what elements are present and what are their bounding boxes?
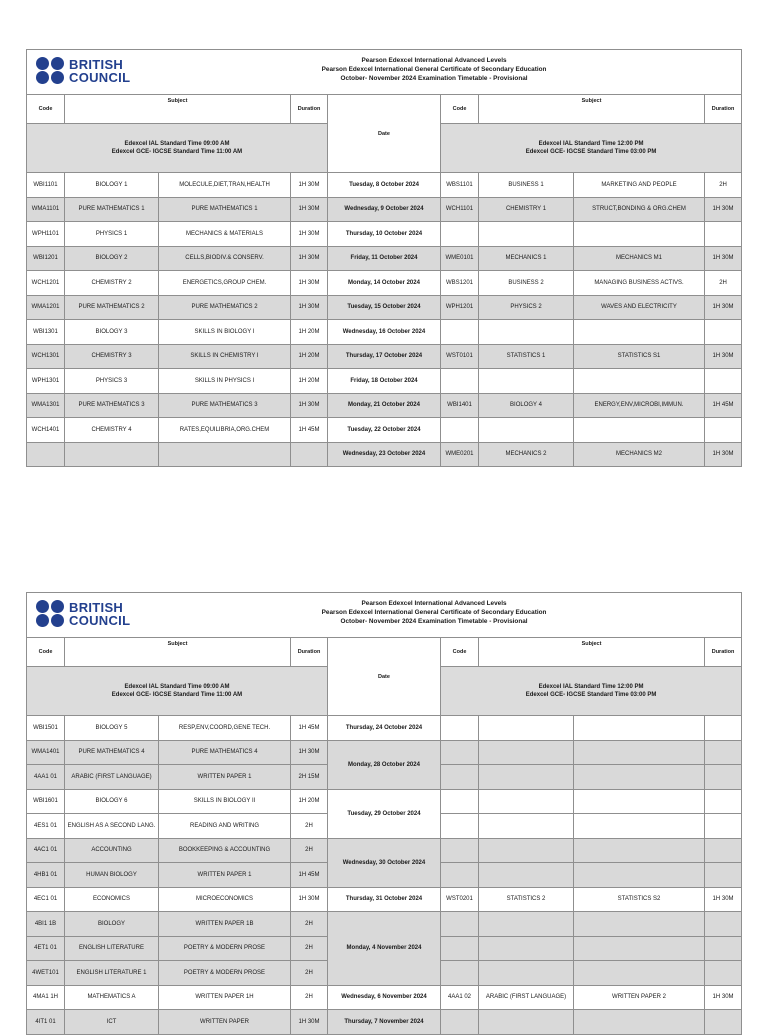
am-subject: BIOLOGY 5 [65, 716, 159, 741]
table-row [27, 344, 742, 369]
am-duration: 1H 45M [291, 716, 328, 741]
col-header-duration-am: Duration [291, 638, 328, 667]
pm-duration: 1H 45M [705, 393, 742, 418]
pm-code: WCH1101 [441, 197, 479, 222]
am-subject: BIOLOGY [65, 912, 159, 937]
pm-duration: 1H 30M [705, 887, 742, 912]
pm-subject [479, 418, 574, 443]
am-subject: ENGLISH LITERATURE [65, 936, 159, 961]
pm-code: 4AA1 02 [441, 985, 479, 1010]
exam-date: Monday, 14 October 2024 [328, 271, 441, 296]
am-subject: BIOLOGY 6 [65, 789, 159, 814]
sheet-header [27, 50, 742, 95]
exam-date: Monday, 21 October 2024 [328, 393, 441, 418]
col-header-code-am: Code [27, 95, 65, 124]
am-code: WBI1101 [27, 173, 65, 198]
timetable-sheet-2 [26, 592, 741, 1035]
am-paper: BOOKKEEPING & ACCOUNTING [159, 838, 291, 863]
pm-subject [479, 222, 574, 247]
timetable-table-2 [26, 592, 742, 1035]
am-duration: 1H 30M [291, 1010, 328, 1035]
am-code: 4EC1 01 [27, 887, 65, 912]
am-paper: RATES,EQUILIBRIA,ORG.CHEM [159, 418, 291, 443]
am-subject: CHEMISTRY 2 [65, 271, 159, 296]
logo-line-2: COUNCIL [69, 613, 131, 628]
am-duration: 1H 30M [291, 246, 328, 271]
am-duration: 1H 30M [291, 222, 328, 247]
am-paper: READING AND WRITING [159, 814, 291, 839]
am-paper: WRITTEN PAPER 1 [159, 863, 291, 888]
logo-dots-icon [36, 600, 66, 628]
table-row [27, 442, 742, 467]
am-duration: 2H [291, 814, 328, 839]
pm-code: WPH1201 [441, 295, 479, 320]
am-paper: ENERGETICS,GROUP CHEM. [159, 271, 291, 296]
am-duration: 2H [291, 936, 328, 961]
exam-date: Tuesday, 15 October 2024 [328, 295, 441, 320]
logo-line-2: COUNCIL [69, 70, 131, 85]
exam-date: Thursday, 7 November 2024 [328, 1010, 441, 1035]
pm-code: WBI1401 [441, 393, 479, 418]
pm-code: WME0101 [441, 246, 479, 271]
afternoon-standard-time: Edexcel IAL Standard Time 12:00 PM Edexcel GCE- IGCSE Standard Time 03:00 PM [441, 667, 742, 716]
pm-subject: MECHANICS 1 [479, 246, 574, 271]
col-header-code-am: Code [27, 638, 65, 667]
british-council-logo [36, 600, 146, 628]
am-paper: RESP,ENV,COORD,GENE TECH. [159, 716, 291, 741]
col-header-subject-am: Subject [65, 95, 291, 124]
exam-date: Thursday, 17 October 2024 [328, 344, 441, 369]
am-paper: MOLECULE,DIET,TRAN,HEALTH [159, 173, 291, 198]
exam-date: Wednesday, 30 October 2024 [328, 838, 441, 887]
am-code: 4ES1 01 [27, 814, 65, 839]
am-code: WPH1301 [27, 369, 65, 394]
col-header-duration-am: Duration [291, 95, 328, 124]
am-subject: ICT [65, 1010, 159, 1035]
pm-paper: ENERGY,ENV,MICROBI,IMMUN. [574, 393, 705, 418]
am-subject: ECONOMICS [65, 887, 159, 912]
am-paper: PURE MATHEMATICS 4 [159, 740, 291, 765]
exam-date: Wednesday, 6 November 2024 [328, 985, 441, 1010]
am-subject: PURE MATHEMATICS 2 [65, 295, 159, 320]
am-code: 4HB1 01 [27, 863, 65, 888]
exam-date: Friday, 18 October 2024 [328, 369, 441, 394]
am-duration: 1H 30M [291, 393, 328, 418]
pm-paper: MECHANICS M2 [574, 442, 705, 467]
am-subject: BIOLOGY 3 [65, 320, 159, 345]
exam-date: Wednesday, 9 October 2024 [328, 197, 441, 222]
am-paper: SKILLS IN BIOLOGY II [159, 789, 291, 814]
pm-paper: WAVES AND ELECTRICITY [574, 295, 705, 320]
am-duration: 1H 30M [291, 740, 328, 765]
pm-paper: MARKETING AND PEOPLE [574, 173, 705, 198]
pm-duration [705, 222, 742, 247]
am-subject: ARABIC (FIRST LANGUAGE) [65, 765, 159, 790]
morning-standard-time: Edexcel IAL Standard Time 09:00 AM Edexcel GCE- IGCSE Standard Time 11:00 AM [27, 124, 328, 173]
pm-duration: 1H 30M [705, 985, 742, 1010]
logo-line-1: BRITISH [69, 57, 124, 72]
title-line-3: October- November 2024 Examination Timetable - Provisional [340, 75, 528, 82]
am-subject: PHYSICS 1 [65, 222, 159, 247]
pm-paper: STATISTICS S2 [574, 887, 705, 912]
am-code: WMA1401 [27, 740, 65, 765]
british-council-logo [36, 57, 146, 85]
am-duration: 1H 30M [291, 271, 328, 296]
table-row [27, 418, 742, 443]
exam-date: Wednesday, 16 October 2024 [328, 320, 441, 345]
col-header-code-pm: Code [441, 638, 479, 667]
exam-date: Wednesday, 23 October 2024 [328, 442, 441, 467]
exam-date: Tuesday, 29 October 2024 [328, 789, 441, 838]
am-code: WMA1201 [27, 295, 65, 320]
pm-code [441, 418, 479, 443]
am-paper: WRITTEN PAPER 1 [159, 765, 291, 790]
pm-subject: CHEMISTRY 1 [479, 197, 574, 222]
am-duration: 2H [291, 838, 328, 863]
exam-date: Thursday, 24 October 2024 [328, 716, 441, 741]
pm-subject [479, 320, 574, 345]
am-duration: 1H 30M [291, 197, 328, 222]
pm-duration: 1H 30M [705, 246, 742, 271]
pm-duration: 1H 30M [705, 344, 742, 369]
am-code: WCH1201 [27, 271, 65, 296]
pm-paper: WRITTEN PAPER 2 [574, 985, 705, 1010]
am-paper: POETRY & MODERN PROSE [159, 936, 291, 961]
title-line-2: Pearson Edexcel International General Certificate of Secondary Education [321, 66, 547, 73]
col-header-duration-pm: Duration [705, 95, 742, 124]
am-paper: SKILLS IN PHYSICS I [159, 369, 291, 394]
am-paper: WRITTEN PAPER 1B [159, 912, 291, 937]
am-paper: SKILLS IN CHEMISTRY I [159, 344, 291, 369]
am-paper: MICROECONOMICS [159, 887, 291, 912]
title-line-1: Pearson Edexcel International Advanced Levels [361, 57, 507, 64]
timetable-sheet-1 [26, 49, 741, 467]
title-line-3: October- November 2024 Examination Timetable - Provisional [340, 618, 528, 625]
timetable-title [157, 56, 711, 83]
am-duration: 1H 30M [291, 887, 328, 912]
pm-duration: 1H 30M [705, 295, 742, 320]
pm-paper [574, 418, 705, 443]
pm-paper: STATISTICS S1 [574, 344, 705, 369]
am-code: 4ET1 01 [27, 936, 65, 961]
am-subject: PHYSICS 3 [65, 369, 159, 394]
am-subject: BIOLOGY 1 [65, 173, 159, 198]
am-code: 4AC1 01 [27, 838, 65, 863]
pm-subject: ARABIC (FIRST LANGUAGE) [479, 985, 574, 1010]
sheet-header [27, 593, 742, 638]
col-header-code-pm: Code [441, 95, 479, 124]
exam-date: Friday, 11 October 2024 [328, 246, 441, 271]
table-row [27, 197, 742, 222]
am-code: 4MA1 1H [27, 985, 65, 1010]
am-code [27, 442, 65, 467]
pm-duration [705, 418, 742, 443]
pm-paper: MANAGING BUSINESS ACTIVS. [574, 271, 705, 296]
table-row [27, 295, 742, 320]
pm-duration: 1H 30M [705, 197, 742, 222]
am-code: WMA1301 [27, 393, 65, 418]
exam-date: Tuesday, 8 October 2024 [328, 173, 441, 198]
am-subject: PURE MATHEMATICS 1 [65, 197, 159, 222]
pm-code: WBS1201 [441, 271, 479, 296]
title-line-2: Pearson Edexcel International General Certificate of Secondary Education [321, 609, 547, 616]
table-row [27, 320, 742, 345]
logo-line-1: BRITISH [69, 600, 124, 615]
pm-subject: BUSINESS 1 [479, 173, 574, 198]
am-code: WBI1201 [27, 246, 65, 271]
am-duration: 1H 30M [291, 173, 328, 198]
am-paper: PURE MATHEMATICS 2 [159, 295, 291, 320]
am-duration: 2H [291, 985, 328, 1010]
am-duration: 2H [291, 961, 328, 986]
table-row [27, 393, 742, 418]
am-paper: SKILLS IN BIOLOGY I [159, 320, 291, 345]
am-code: WCH1401 [27, 418, 65, 443]
am-duration: 1H 45M [291, 863, 328, 888]
am-paper: PURE MATHEMATICS 1 [159, 197, 291, 222]
pm-code: WST0201 [441, 887, 479, 912]
col-header-date: Date [328, 95, 441, 173]
table-row [27, 246, 742, 271]
am-duration: 1H 20M [291, 369, 328, 394]
afternoon-standard-time: Edexcel IAL Standard Time 12:00 PM Edexcel GCE- IGCSE Standard Time 03:00 PM [441, 124, 742, 173]
pm-subject: BIOLOGY 4 [479, 393, 574, 418]
morning-standard-time: Edexcel IAL Standard Time 09:00 AM Edexcel GCE- IGCSE Standard Time 11:00 AM [27, 667, 328, 716]
am-paper [159, 442, 291, 467]
am-code: 4WET101 [27, 961, 65, 986]
pm-duration: 2H [705, 271, 742, 296]
col-header-date: Date [328, 638, 441, 716]
pm-subject: STATISTICS 2 [479, 887, 574, 912]
am-paper: WRITTEN PAPER [159, 1010, 291, 1035]
pm-code [441, 222, 479, 247]
pm-code [441, 369, 479, 394]
exam-date: Thursday, 10 October 2024 [328, 222, 441, 247]
title-line-1: Pearson Edexcel International Advanced Levels [361, 600, 507, 607]
exam-date: Monday, 4 November 2024 [328, 912, 441, 986]
logo-dots-icon [36, 57, 66, 85]
am-paper: POETRY & MODERN PROSE [159, 961, 291, 986]
pm-paper [574, 369, 705, 394]
am-code: WMA1101 [27, 197, 65, 222]
pm-duration [705, 320, 742, 345]
am-code: 4BI1 1B [27, 912, 65, 937]
pm-code: WST0101 [441, 344, 479, 369]
pm-paper [574, 222, 705, 247]
col-header-subject-am: Subject [65, 638, 291, 667]
pm-code: WBS1101 [441, 173, 479, 198]
am-code: 4AA1 01 [27, 765, 65, 790]
col-header-subject-pm: Subject [479, 638, 705, 667]
am-paper: WRITTEN PAPER 1H [159, 985, 291, 1010]
am-subject: ENGLISH LITERATURE 1 [65, 961, 159, 986]
am-subject: ENGLISH AS A SECOND LANG. [65, 814, 159, 839]
am-subject: CHEMISTRY 4 [65, 418, 159, 443]
pm-duration [705, 369, 742, 394]
am-subject: ACCOUNTING [65, 838, 159, 863]
am-paper: PURE MATHEMATICS 3 [159, 393, 291, 418]
am-duration [291, 442, 328, 467]
am-code: WBI1501 [27, 716, 65, 741]
pm-subject [479, 369, 574, 394]
pm-code: WME0201 [441, 442, 479, 467]
pm-subject: STATISTICS 1 [479, 344, 574, 369]
am-subject: HUMAN BIOLOGY [65, 863, 159, 888]
table-row [27, 222, 742, 247]
am-paper: CELLS,BIODIV.& CONSERV. [159, 246, 291, 271]
am-subject: PURE MATHEMATICS 3 [65, 393, 159, 418]
am-duration: 1H 30M [291, 295, 328, 320]
pm-duration: 2H [705, 173, 742, 198]
am-code: WCH1301 [27, 344, 65, 369]
col-header-duration-pm: Duration [705, 638, 742, 667]
table-row [27, 271, 742, 296]
exam-date: Monday, 28 October 2024 [328, 740, 441, 789]
am-subject: PURE MATHEMATICS 4 [65, 740, 159, 765]
am-code: WBI1301 [27, 320, 65, 345]
am-code: WBI1601 [27, 789, 65, 814]
pm-paper: STRUCT,BONDING & ORG.CHEM [574, 197, 705, 222]
timetable-table-1 [26, 49, 742, 467]
exam-date: Tuesday, 22 October 2024 [328, 418, 441, 443]
am-duration: 2H 15M [291, 765, 328, 790]
table-row [27, 173, 742, 198]
am-subject: BIOLOGY 2 [65, 246, 159, 271]
pm-subject: PHYSICS 2 [479, 295, 574, 320]
am-subject: MATHEMATICS A [65, 985, 159, 1010]
pm-subject: MECHANICS 2 [479, 442, 574, 467]
timetable-title [157, 599, 711, 626]
pm-subject: BUSINESS 2 [479, 271, 574, 296]
pm-paper: MECHANICS M1 [574, 246, 705, 271]
pm-paper [574, 320, 705, 345]
pm-code [441, 320, 479, 345]
am-duration: 1H 20M [291, 789, 328, 814]
am-duration: 2H [291, 912, 328, 937]
table-row [27, 369, 742, 394]
am-subject: CHEMISTRY 3 [65, 344, 159, 369]
am-code: 4IT1 01 [27, 1010, 65, 1035]
pm-duration: 1H 30M [705, 442, 742, 467]
am-paper: MECHANICS & MATERIALS [159, 222, 291, 247]
col-header-subject-pm: Subject [479, 95, 705, 124]
am-duration: 1H 45M [291, 418, 328, 443]
am-duration: 1H 20M [291, 344, 328, 369]
am-subject [65, 442, 159, 467]
am-code: WPH1101 [27, 222, 65, 247]
am-duration: 1H 20M [291, 320, 328, 345]
exam-date: Thursday, 31 October 2024 [328, 887, 441, 912]
